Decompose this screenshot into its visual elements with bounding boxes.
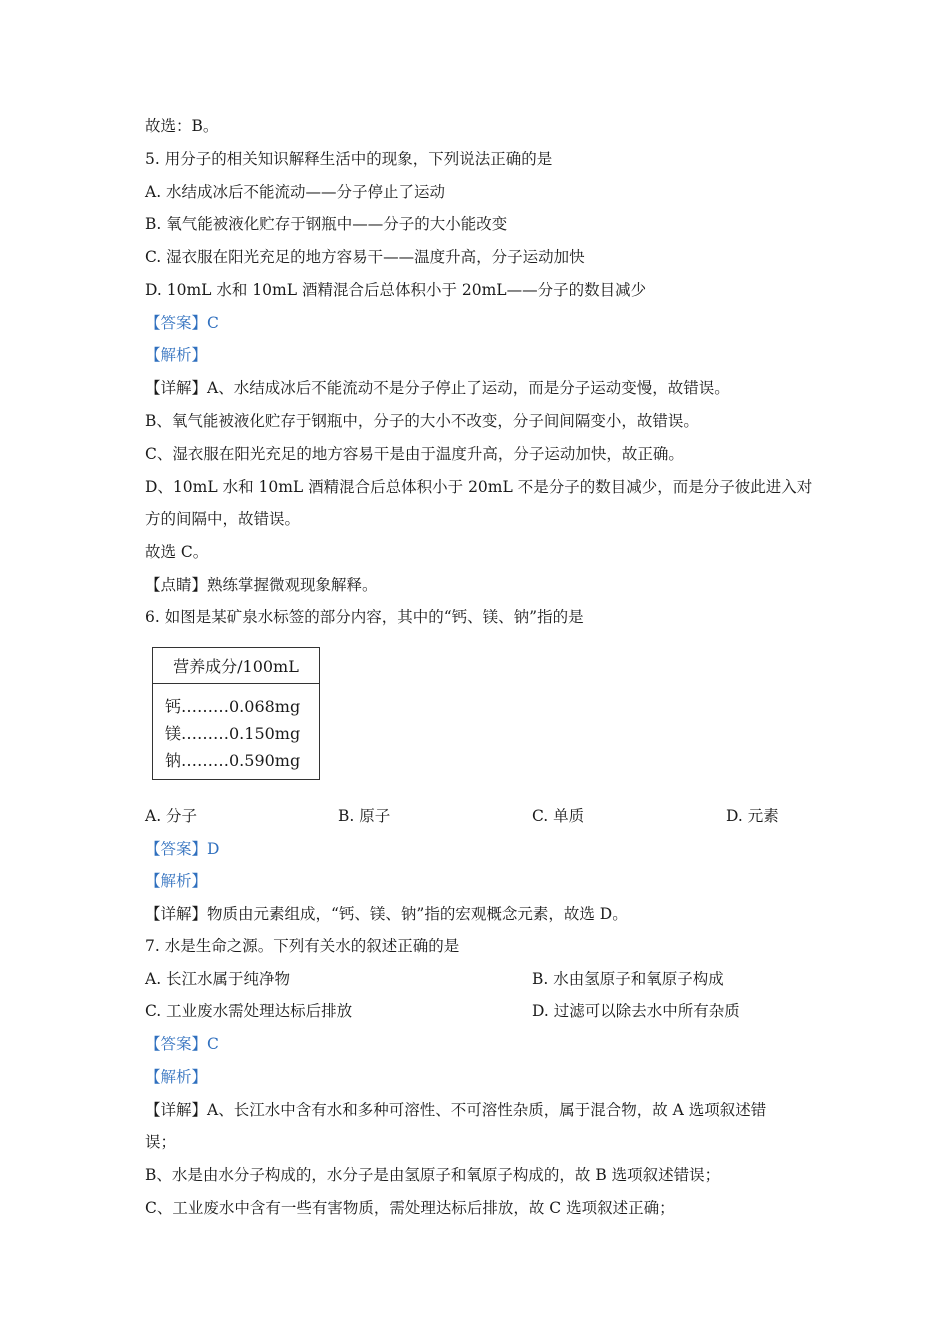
question-5-option-a: A. 水结成冰后不能流动——分子停止了运动 <box>145 183 446 201</box>
question-7-option-d: D. 过滤可以除去水中所有杂质 <box>532 1002 740 1020</box>
detail-line: C、湿衣服在阳光充足的地方容易干是由于温度升高，分子运动加快，故正确。 <box>145 445 684 463</box>
answer-label: 【答案】D <box>145 840 220 858</box>
question-7-stem: 7. 水是生命之源。下列有关水的叙述正确的是 <box>145 937 460 955</box>
detail-line: 【详解】A、水结成冰后不能流动不是分子停止了运动，而是分子运动变慢，故错误。 <box>145 379 730 397</box>
label-header: 营养成分/100mL <box>153 648 319 684</box>
detail-line: B、氧气能被液化贮存于钢瓶中，分子的大小不改变，分子间间隔变小，故错误。 <box>145 412 699 430</box>
question-6-option-d: D. 元素 <box>726 807 779 825</box>
detail-line: 【详解】物质由元素组成，“钙、镁、钠”指的宏观概念元素，故选 D。 <box>145 905 628 923</box>
question-6-option-b: B. 原子 <box>338 807 391 825</box>
detail-line: 误； <box>145 1133 177 1151</box>
detail-line: C、工业废水中含有一些有害物质，需处理达标后排放，故 C 选项叙述正确； <box>145 1199 675 1217</box>
question-5-option-d: D. 10mL 水和 10mL 酒精混合后总体积小于 20mL——分子的数目减少 <box>145 281 647 299</box>
question-7-option-b: B. 水由氢原子和氧原子构成 <box>532 970 724 988</box>
label-row-sodium: 钠………0.590mg <box>165 751 301 770</box>
detail-line: 方的间隔中，故错误。 <box>145 510 301 528</box>
conclusion-line: 故选：B。 <box>145 117 219 135</box>
detail-line: 【详解】A、长江水中含有水和多种可溶性、不可溶性杂质，属于混合物，故 A 选项叙述错 <box>145 1101 767 1119</box>
question-5-option-c: C. 湿衣服在阳光充足的地方容易干——温度升高，分子运动加快 <box>145 248 585 266</box>
question-6-option-c: C. 单质 <box>532 807 585 825</box>
question-6-option-a: A. 分子 <box>145 807 198 825</box>
label-row-magnesium: 镁………0.150mg <box>165 724 301 743</box>
detail-line: B、水是由水分子构成的，水分子是由氢原子和氧原子构成的，故 B 选项叙述错误； <box>145 1166 721 1184</box>
mineral-water-label-figure <box>152 647 320 780</box>
answer-label: 【答案】C <box>145 314 219 332</box>
question-5-stem: 5. 用分子的相关知识解释生活中的现象，下列说法正确的是 <box>145 150 553 168</box>
conclusion-line: 故选 C。 <box>145 543 209 561</box>
label-row-calcium: 钙………0.068mg <box>165 697 301 716</box>
question-7-option-a: A. 长江水属于纯净物 <box>145 970 291 988</box>
analysis-label: 【解析】 <box>145 346 208 364</box>
key-point-line: 【点睛】熟练掌握微观现象解释。 <box>145 576 378 594</box>
question-7-option-c: C. 工业废水需处理达标后排放 <box>145 1002 353 1020</box>
detail-line: D、10mL 水和 10mL 酒精混合后总体积小于 20mL 不是分子的数目减少，而是分子彼此进入对 <box>145 478 813 496</box>
analysis-label: 【解析】 <box>145 1068 208 1086</box>
question-6-stem: 6. 如图是某矿泉水标签的部分内容，其中的“钙、镁、钠”指的是 <box>145 608 584 626</box>
analysis-label: 【解析】 <box>145 872 208 890</box>
answer-label: 【答案】C <box>145 1035 219 1053</box>
question-5-option-b: B. 氧气能被液化贮存于钢瓶中——分子的大小能改变 <box>145 215 508 233</box>
